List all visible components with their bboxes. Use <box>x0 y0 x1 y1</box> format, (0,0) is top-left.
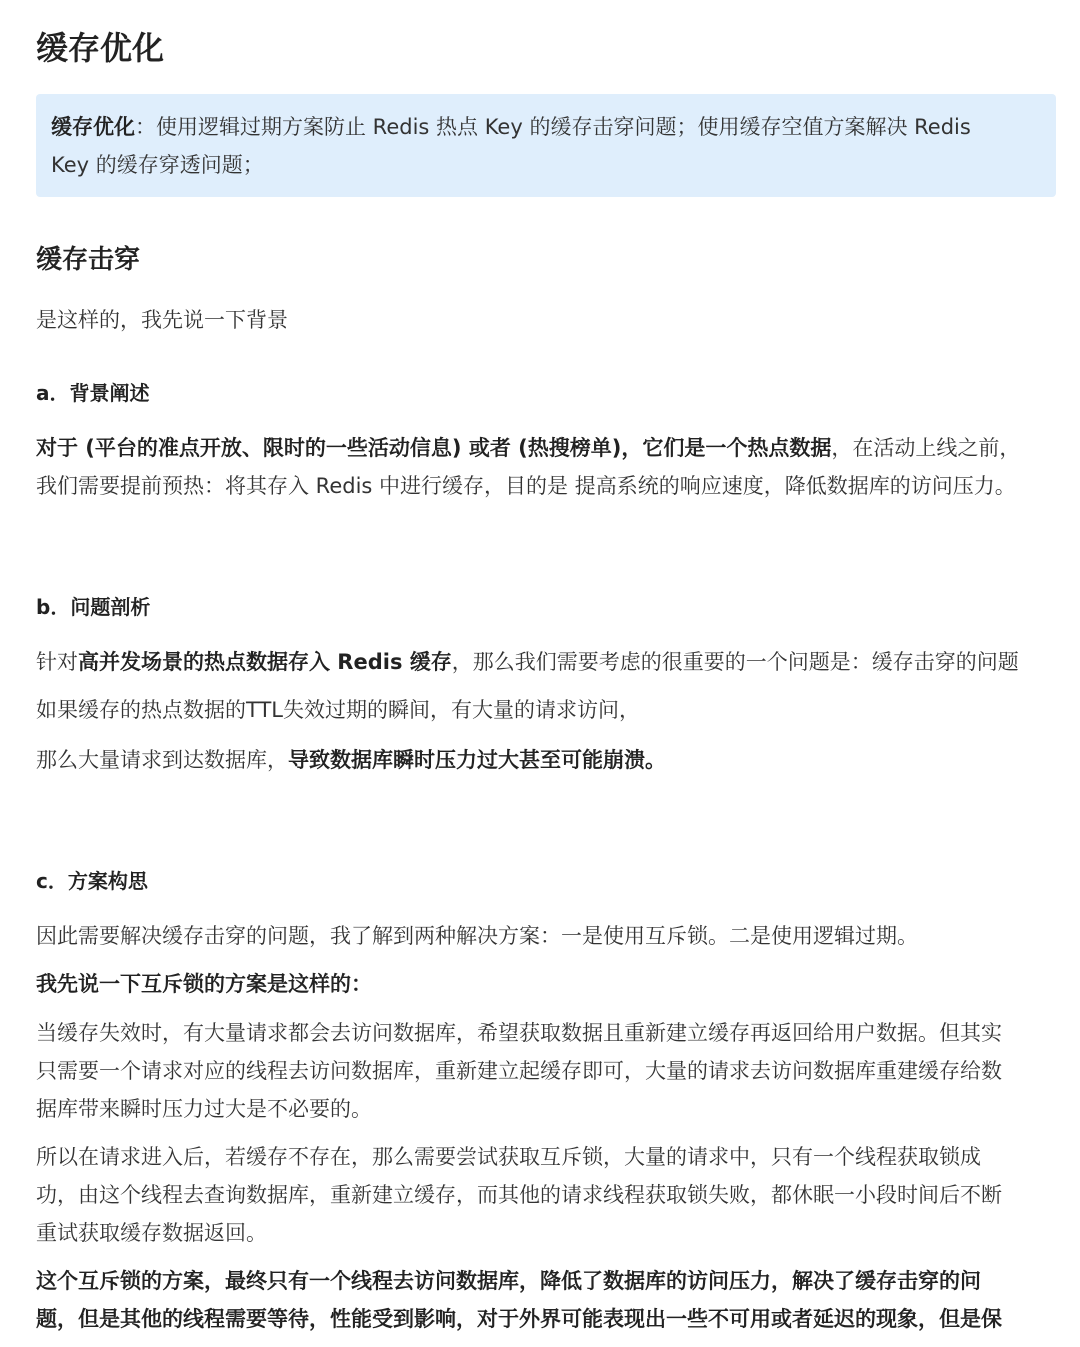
subheading-problem: b．问题剖析 <box>36 595 151 619</box>
summary-callout <box>36 94 1056 197</box>
page-title: 缓存优化 <box>36 29 165 67</box>
callout-label: 缓存优化 <box>51 115 135 139</box>
section-intro: 是这样的，我先说一下背景 <box>36 308 288 332</box>
background-bold: 对于 (平台的准点开放、限时的一些活动信息) 或者 (热搜榜单)，它们是一个热点数据 <box>36 436 832 460</box>
callout-line-2: Key 的缓存穿透问题； <box>51 153 264 177</box>
background-paragraph-line-2: 我们需要提前预热：将其存入 Redis 中进行缓存，目的是 提高系统的响应速度，降低数据库的访问压力。 <box>36 474 1016 498</box>
solution-paragraph-3-line-2: 只需要一个请求对应的线程去访问数据库，重新建立起缓存即可，大量的请求去访问数据库重建缓存给数 <box>36 1059 1002 1083</box>
callout-text: ：使用逻辑过期方案防止 Redis 热点 Key 的缓存击穿问题；使用缓存空值方案解决 Redis <box>135 115 971 139</box>
solution-paragraph-5-line-2 <box>36 1300 1056 1338</box>
section-heading: 缓存击穿 <box>36 245 141 275</box>
mutex-summary-bold-1: 这个互斥锁的方案，最终只有一个线程去访问数据库，降低了数据库的访问压力，解决了缓存击穿的问 <box>36 1269 981 1293</box>
problem-text-pre: 针对 <box>36 650 78 674</box>
problem-paragraph-3 <box>36 741 1056 779</box>
mutex-summary-bold-2: 题，但是其他的线程需要等待，性能受到影响，对于外界可能表现出一些不可用或者延迟的现象，但是保 <box>36 1307 1002 1331</box>
subheading-background: a．背景阐述 <box>36 381 150 405</box>
problem-text-rest: ，那么我们需要考虑的很重要的一个问题是：缓存击穿的问题 <box>451 650 1019 674</box>
mutex-intro-bold: 我先说一下互斥锁的方案是这样的： <box>36 972 372 996</box>
solution-paragraph-2 <box>36 965 1056 1003</box>
subheading-solution: c．方案构思 <box>36 869 148 893</box>
callout-line-1 <box>51 108 1016 146</box>
problem-paragraph-1 <box>36 643 1056 681</box>
solution-paragraph-4-line-3: 重试获取缓存数据返回。 <box>36 1221 267 1245</box>
background-paragraph-line-1 <box>36 429 1056 467</box>
problem-bold: 高并发场景的热点数据存入 Redis 缓存 <box>78 650 452 674</box>
solution-paragraph-4-line-2: 功，由这个线程去查询数据库，重新建立缓存，而其他的请求线程获取锁失败，都休眠一小段时间后不断 <box>36 1183 1002 1207</box>
solution-paragraph-5-line-1 <box>36 1262 1056 1300</box>
problem3-bold: 导致数据库瞬时压力过大甚至可能崩溃。 <box>288 748 666 772</box>
background-text: ，在活动上线之前， <box>831 436 1021 460</box>
problem3-text: 那么大量请求到达数据库， <box>36 748 288 772</box>
problem-paragraph-2: 如果缓存的热点数据的TTL失效过期的瞬间，有大量的请求访问， <box>36 698 640 722</box>
solution-paragraph-3-line-3: 据库带来瞬时压力过大是不必要的。 <box>36 1097 372 1121</box>
solution-paragraph-1: 因此需要解决缓存击穿的问题，我了解到两种解决方案：一是使用互斥锁。二是使用逻辑过期。 <box>36 924 918 948</box>
solution-paragraph-3-line-1: 当缓存失效时，有大量请求都会去访问数据库，希望获取数据且重新建立缓存再返回给用户数据。但其实 <box>36 1021 1002 1045</box>
solution-paragraph-4-line-1: 所以在请求进入后，若缓存不存在，那么需要尝试获取互斥锁，大量的请求中，只有一个线程获取锁成 <box>36 1145 981 1169</box>
